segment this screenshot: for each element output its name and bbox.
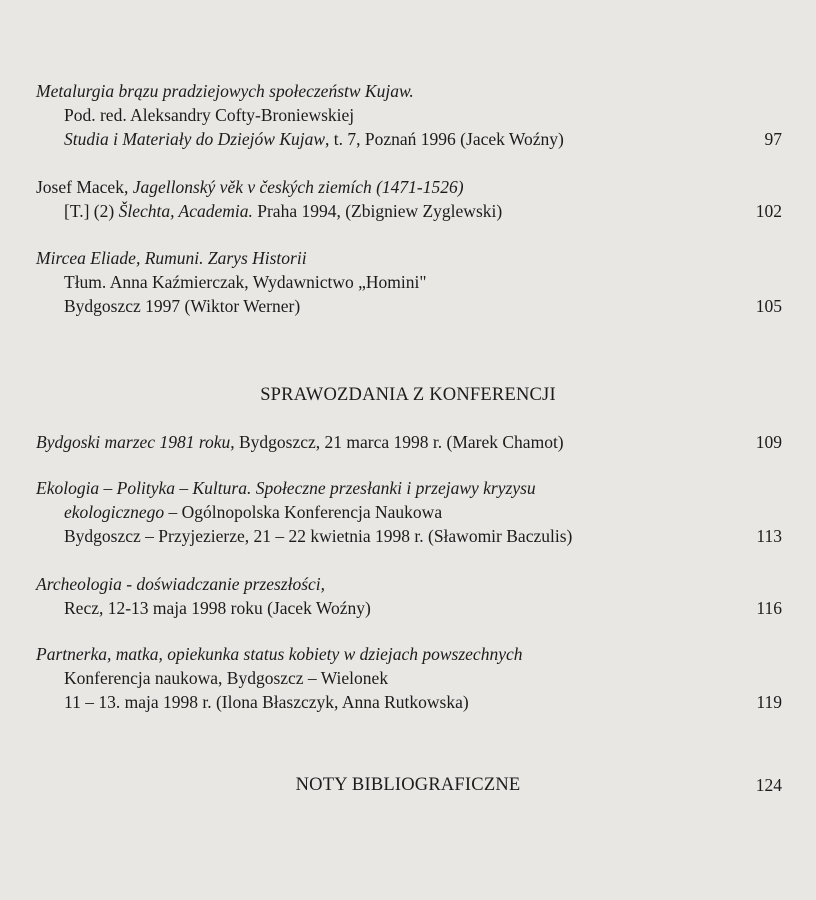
entry-line [64, 500, 442, 524]
page-number: 113 [756, 526, 782, 546]
entry-line [36, 175, 464, 199]
page-number: 97 [764, 129, 782, 149]
entry-title: Metalurgia brązu pradziejowych społeczeństw Kujaw. [36, 81, 414, 101]
page-number: 102 [755, 201, 782, 221]
entry-title: Ekologia – Polityka – Kultura. Społeczne przesłanki i przejawy kryzysu [36, 478, 536, 498]
entry-title-cont: ekologicznego [64, 502, 165, 522]
section-heading: SPRAWOZDANIA Z KONFERENCJI [260, 385, 556, 405]
entry-prefix: [T.] (2) [64, 201, 119, 221]
entry-line: Pod. red. Aleksandry Cofty-Broniewskiej [64, 105, 355, 125]
section-heading: NOTY BIBLIOGRAFICZNE [295, 775, 521, 795]
entry-title: Mircea Eliade, Rumuni. Zarys Historii [36, 248, 307, 268]
entry-line [36, 430, 564, 454]
entry-line [64, 127, 564, 151]
entry-author: Josef Macek, [36, 177, 133, 197]
entry-details: , Bydgoszcz, 21 marca 1998 r. (Marek Chamot) [230, 432, 564, 452]
entry-line [64, 199, 502, 223]
entry-line: Bydgoszcz 1997 (Wiktor Werner) [64, 296, 301, 316]
entry-title: Partnerka, matka, opiekunka status kobiety w dziejach powszechnych [36, 644, 523, 664]
entry-line: Recz, 12-13 maja 1998 roku (Jacek Woźny) [64, 598, 371, 618]
entry-details: , t. 7, Poznań 1996 (Jacek Woźny) [325, 129, 564, 149]
entry-line: Tłum. Anna Kaźmierczak, Wydawnictwo „Homini" [64, 272, 427, 292]
entry-line: Konferencja naukowa, Bydgoszcz – Wielonek [64, 668, 389, 688]
page-number: 119 [756, 692, 782, 712]
entry-subtitle: Šlechta, Academia. [118, 201, 253, 221]
page-number: 109 [755, 432, 782, 452]
entry-title: Jagellonský věk v českých ziemích (1471-1526) [132, 177, 464, 197]
entry-title: Archeologia - doświadczanie przeszłości, [36, 574, 326, 594]
page-number: 105 [755, 296, 782, 316]
page-number: 116 [756, 598, 782, 618]
entry-details: – Ogólnopolska Konferencja Naukowa [164, 502, 443, 522]
entry-line: 11 – 13. maja 1998 r. (Ilona Błaszczyk, Anna Rutkowska) [64, 692, 469, 712]
entry-line: Bydgoszcz – Przyjezierze, 21 – 22 kwietnia 1998 r. (Sławomir Baczulis) [64, 526, 573, 546]
entry-title: Bydgoski marzec 1981 roku [36, 432, 231, 452]
page-number: 124 [755, 775, 782, 795]
entry-series: Studia i Materiały do Dziejów Kujaw [64, 129, 326, 149]
entry-details: Praha 1994, (Zbigniew Zyglewski) [252, 201, 503, 221]
